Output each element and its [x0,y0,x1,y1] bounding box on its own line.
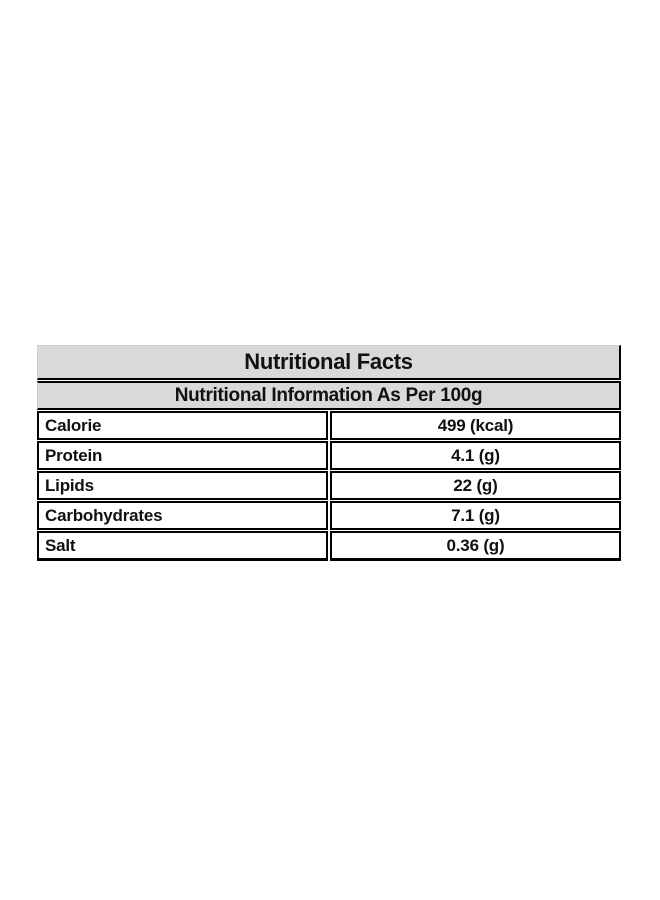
nutrient-label: Protein [37,441,328,470]
nutrition-facts-table [35,344,623,562]
nutrient-row-protein [37,441,621,470]
table-title-row [37,345,621,380]
table-title: Nutritional Facts [37,345,621,380]
nutrient-value: 22 (g) [330,471,621,500]
table-subtitle-row [37,381,621,410]
nutrient-value: 0.36 (g) [330,531,621,561]
nutrient-value: 7.1 (g) [330,501,621,530]
nutrient-label: Lipids [37,471,328,500]
nutrient-label: Calorie [37,411,328,440]
nutrient-row-calorie [37,411,621,440]
table-subtitle: Nutritional Information As Per 100g [37,381,621,410]
nutrient-value: 4.1 (g) [330,441,621,470]
nutrient-label: Carbohydrates [37,501,328,530]
nutrient-row-lipids [37,471,621,500]
nutrient-label: Salt [37,531,328,561]
nutrient-row-carbohydrates [37,501,621,530]
nutrient-row-salt [37,531,621,561]
nutrient-value: 499 (kcal) [330,411,621,440]
